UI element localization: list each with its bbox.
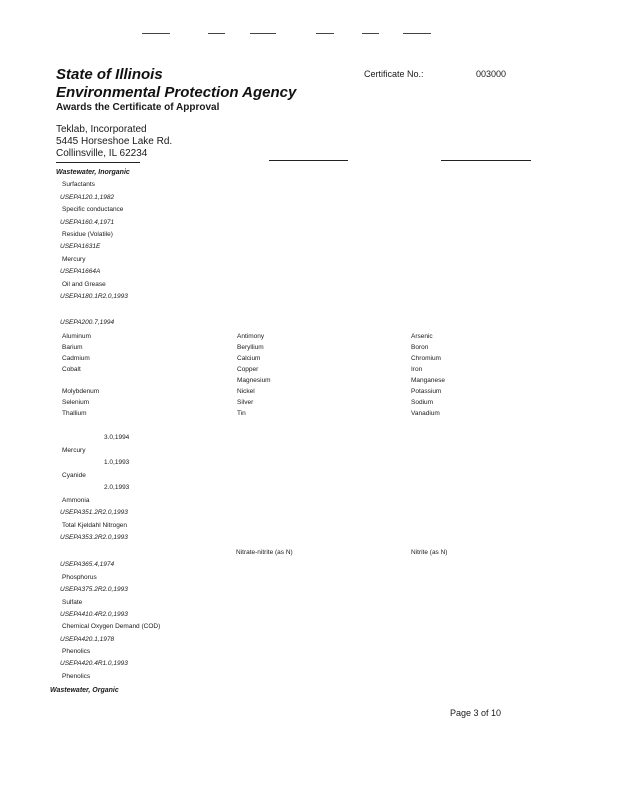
lab-street: 5445 Horseshoe Lake Rd. xyxy=(56,136,173,147)
analyte-name: Mercury xyxy=(62,447,86,454)
metal-analyte: Chromium xyxy=(411,355,441,362)
analyte-name: Cyanide xyxy=(62,472,86,479)
analyte-name: Mercury xyxy=(62,256,86,263)
method-reference: USEPA120.1,1982 xyxy=(60,194,115,201)
signature-line xyxy=(441,160,531,161)
metal-analyte: Silver xyxy=(237,399,254,406)
certificate-subtitle: Awards the Certificate of Approval xyxy=(56,102,220,113)
metal-analyte: Vanadium xyxy=(411,410,440,417)
agency-title-state: State of Illinois xyxy=(56,66,163,83)
metal-analyte: Arsenic xyxy=(411,333,433,340)
method-reference: USEPA353.2R2.0,1993 xyxy=(60,534,128,541)
method-reference: USEPA375.2R2.0,1993 xyxy=(60,586,128,593)
metal-analyte: Copper xyxy=(237,366,259,373)
analyte-name: Phenolics xyxy=(62,673,91,680)
scan-dash xyxy=(403,33,431,34)
analyte-name: Sulfate xyxy=(62,599,83,606)
method-fragment: 3.0,1994 xyxy=(104,434,130,441)
method-reference: USEPA365.4,1974 xyxy=(60,561,115,568)
metal-analyte: Antimony xyxy=(237,333,265,340)
metal-analyte: Cobalt xyxy=(62,366,81,373)
metal-analyte: Molybdenum xyxy=(62,388,100,395)
scan-dash xyxy=(362,33,379,34)
metal-analyte: Tin xyxy=(237,410,246,417)
lab-city: Collinsville, IL 62234 xyxy=(56,148,148,159)
metal-analyte: Cadmium xyxy=(62,355,90,362)
method-reference: USEPA160.4,1971 xyxy=(60,219,115,226)
section-heading-inorganic: Wastewater, Inorganic xyxy=(56,169,130,176)
metal-analyte: Thallium xyxy=(62,410,87,417)
underline xyxy=(56,162,140,163)
certificate-number-label: Certificate No.: xyxy=(364,69,424,79)
scan-dash xyxy=(208,33,225,34)
analyte-name: Total Kjeldahl Nitrogen xyxy=(62,522,128,529)
metal-analyte: Beryllium xyxy=(237,344,264,351)
metal-analyte: Barium xyxy=(62,344,83,351)
metal-analyte: Potassium xyxy=(411,388,442,395)
metal-analyte: Selenium xyxy=(62,399,90,406)
scan-dash xyxy=(142,33,170,34)
metal-analyte: Manganese xyxy=(411,377,445,384)
section-heading-organic: Wastewater, Organic xyxy=(50,687,119,694)
method-reference: USEPA420.4R1.0,1993 xyxy=(60,660,128,667)
analyte-name: Specific conductance xyxy=(62,206,124,213)
metal-analyte: Iron xyxy=(411,366,423,373)
metal-analyte: Aluminum xyxy=(62,333,91,340)
analyte-name: Chemical Oxygen Demand (COD) xyxy=(62,623,161,630)
metal-analyte: Magnesium xyxy=(237,377,271,384)
method-reference: USEPA420.1,1978 xyxy=(60,636,115,643)
scan-dash xyxy=(250,33,276,34)
method-reference: USEPA180.1R2.0,1993 xyxy=(60,293,128,300)
certificate-number: 003000 xyxy=(476,69,507,79)
analyte-name: Residue (Volatile) xyxy=(62,231,113,238)
signature-line xyxy=(269,160,348,161)
method-reference: USEPA1664A xyxy=(60,268,101,275)
metal-analyte: Nickel xyxy=(237,388,255,395)
analyte-name: Surfactants xyxy=(62,181,95,188)
lab-name: Teklab, Incorporated xyxy=(56,124,147,135)
page-number: Page 3 of 10 xyxy=(450,708,502,718)
method-reference: USEPA351.2R2.0,1993 xyxy=(60,509,128,516)
metal-analyte: Calcium xyxy=(237,355,261,362)
metal-analyte: Sodium xyxy=(411,399,434,406)
scan-dash xyxy=(316,33,334,34)
analyte-nitrite: Nitrite (as N) xyxy=(411,549,448,556)
method-reference: USEPA200.7,1994 xyxy=(60,319,115,326)
analyte-name: Oil and Grease xyxy=(62,281,106,288)
analyte-name: Phenolics xyxy=(62,648,91,655)
method-fragment: 1.0,1993 xyxy=(104,459,130,466)
method-fragment: 2.0,1993 xyxy=(104,484,130,491)
metal-analyte: Boron xyxy=(411,344,429,351)
method-reference: USEPA410.4R2.0,1993 xyxy=(60,611,128,618)
analyte-name: Phosphorus xyxy=(62,574,97,581)
method-reference: USEPA1631E xyxy=(60,243,101,250)
analyte-name: Ammonia xyxy=(62,497,90,504)
analyte-nitrate-nitrite: Nitrate-nitrite (as N) xyxy=(236,549,293,556)
agency-title-epa: Environmental Protection Agency xyxy=(56,84,297,101)
